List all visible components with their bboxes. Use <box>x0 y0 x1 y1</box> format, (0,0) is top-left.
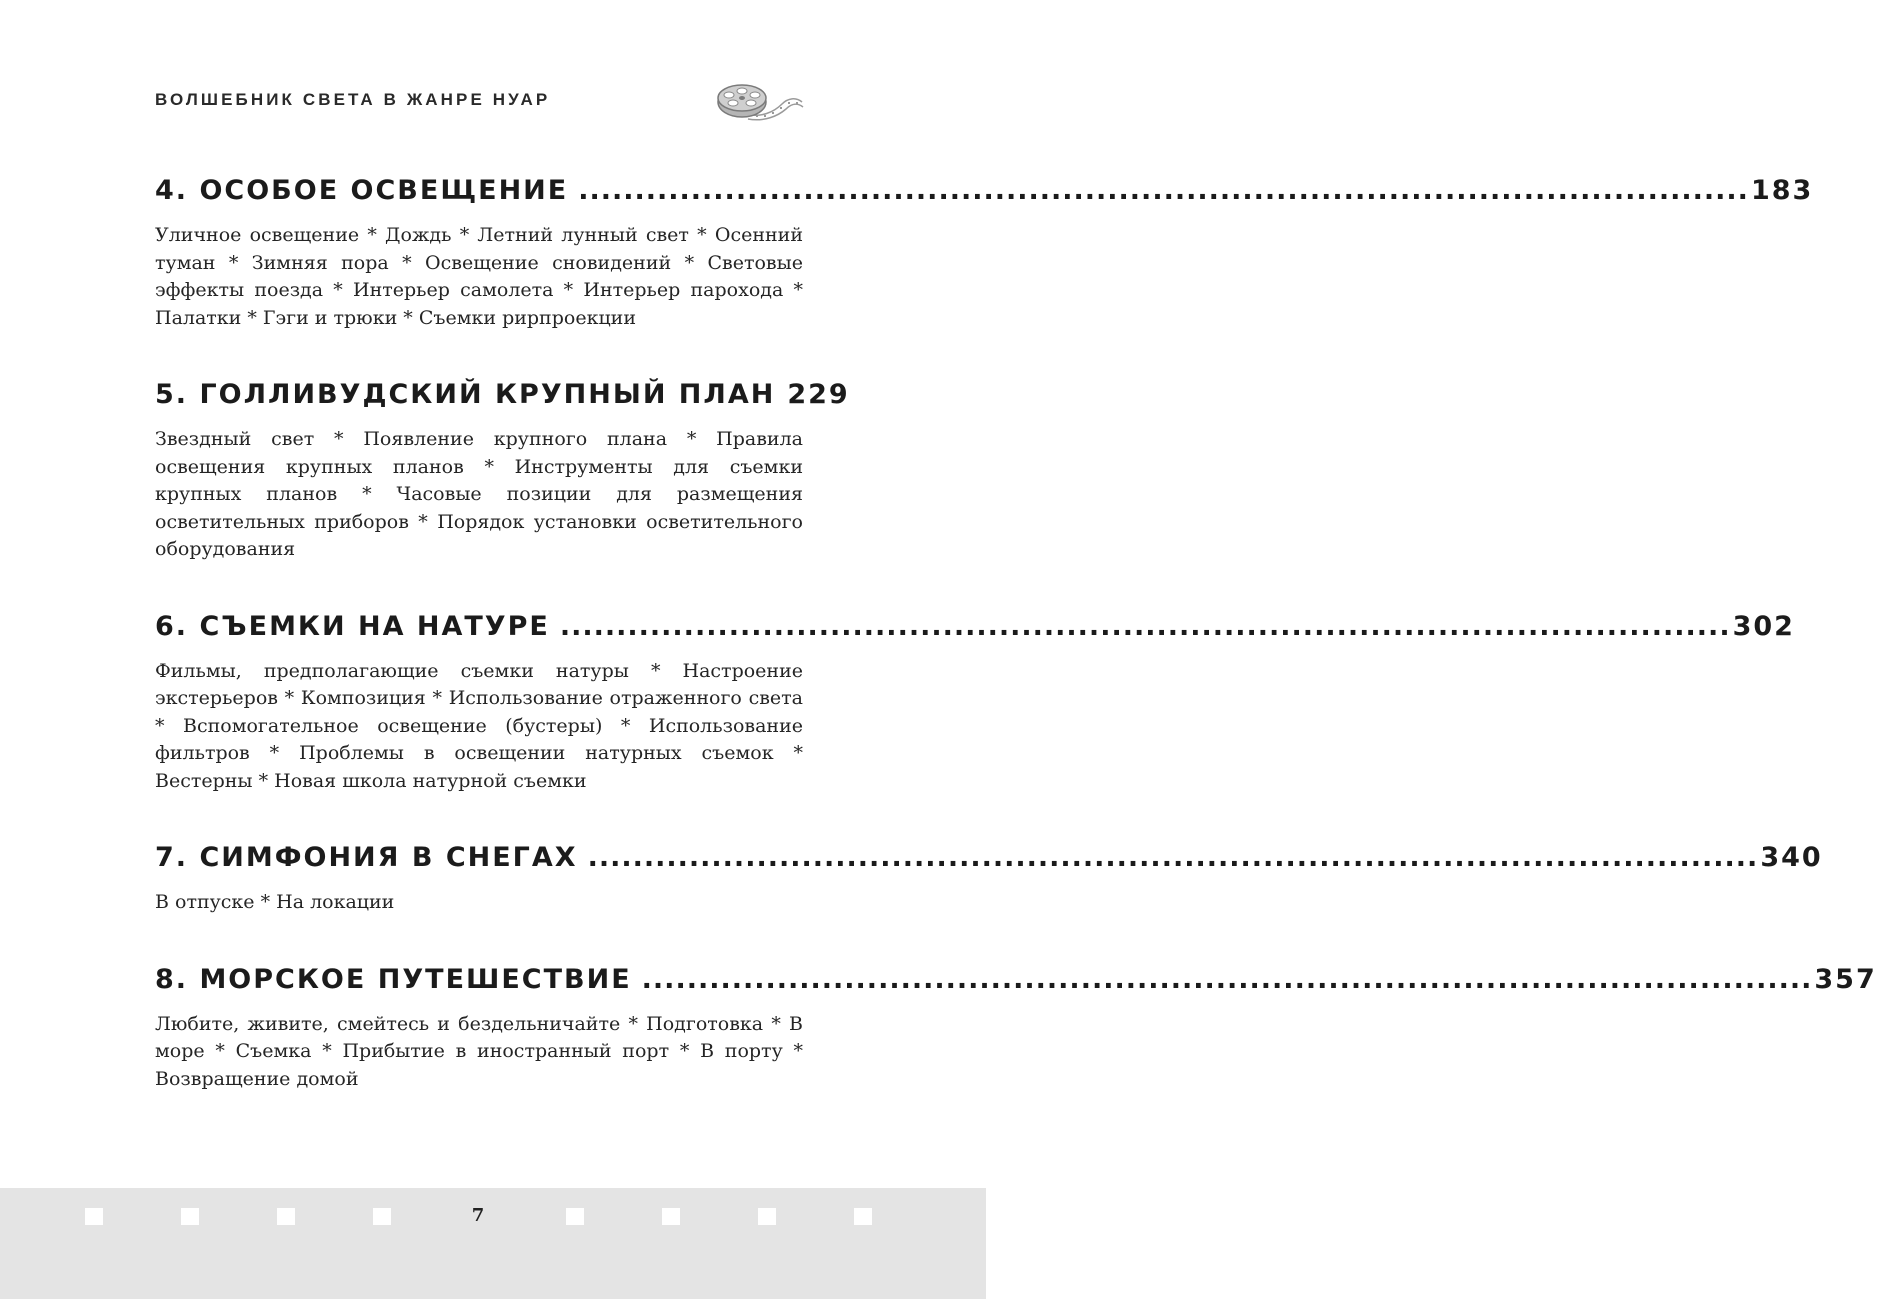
toc-entry-5[interactable] <box>155 376 850 564</box>
film-perforation <box>85 1208 103 1225</box>
leader-dots <box>578 172 1749 210</box>
table-of-contents <box>155 172 1877 1137</box>
toc-entry-6[interactable] <box>155 608 1795 796</box>
toc-entry-4[interactable] <box>155 172 1814 332</box>
toc-entry-8[interactable] <box>155 961 1877 1094</box>
toc-entry-title[interactable] <box>155 172 1814 210</box>
film-perforation <box>662 1208 680 1225</box>
chapter-page-number: 229 <box>787 379 850 410</box>
chapter-title: 7. СИМФОНИЯ В СНЕГАХ <box>155 842 578 873</box>
film-perforation <box>373 1208 391 1225</box>
chapter-page-number: 357 <box>1814 963 1877 995</box>
page-number: 7 <box>471 1205 485 1226</box>
toc-entry-title[interactable] <box>155 839 1823 877</box>
film-perforation <box>181 1208 199 1225</box>
chapter-title: 6. СЪЕМКИ НА НАТУРЕ <box>155 610 550 642</box>
chapter-topics: Звездный свет * Появление крупного плана * Правила освещения крупных планов * Инструменты для съемки крупных планов * Часовые позиции для размещения осветительных приборов * Порядок установки осветительного оборудования <box>155 428 803 560</box>
film-reel-icon <box>716 82 804 122</box>
leader-dots <box>588 839 1759 877</box>
toc-entry-title[interactable] <box>155 376 850 414</box>
chapter-title: 5. ГОЛЛИВУДСКИЙ КРУПНЫЙ ПЛАН <box>155 379 776 410</box>
footer-band <box>0 1188 986 1299</box>
running-title: ВОЛШЕБНИК СВЕТА В ЖАНРЕ НУАР <box>155 90 551 109</box>
toc-entry-title[interactable] <box>155 608 1795 646</box>
chapter-topics: Уличное освещение * Дождь * Летний лунный свет * Осенний туман * Зимняя пора * Освещение сновидений * Световые эффекты поезда * Интерьер самолета * Интерьер парохода * Палатки * Гэги и трюки * Съемки рирпроекции <box>155 224 803 329</box>
chapter-topics: В отпуске * На локации <box>155 891 395 913</box>
chapter-topics: Любите, живите, смейтесь и бездельничайте * Подготовка * В море * Съемка * Прибытие в иностранный порт * В порту * Возвращение домой <box>155 1012 803 1090</box>
chapter-page-number: 302 <box>1732 610 1795 642</box>
film-perforation <box>277 1208 295 1225</box>
film-perforation <box>854 1208 872 1225</box>
film-perforation <box>566 1208 584 1225</box>
chapter-page-number: 183 <box>1750 175 1814 206</box>
chapter-title: 8. МОРСКОЕ ПУТЕШЕСТВИЕ <box>155 963 632 995</box>
leader-dots <box>560 608 1731 646</box>
chapter-title: 4. ОСОБОЕ ОСВЕЩЕНИЕ <box>155 175 569 206</box>
chapter-topics: Фильмы, предполагающие съемки натуры * Настроение экстерьеров * Композиция * Использование отраженного света * Вспомогательное освещение (бустеры) * Использование фильтров * Проблемы в освещении натурных съемок * Вестерны * Новая школа натурной съемки <box>155 659 803 792</box>
toc-entry-7[interactable] <box>155 839 1823 917</box>
chapter-page-number: 340 <box>1760 842 1823 873</box>
film-perforation <box>758 1208 776 1225</box>
toc-entry-title[interactable] <box>155 961 1877 999</box>
leader-dots <box>642 961 1813 999</box>
